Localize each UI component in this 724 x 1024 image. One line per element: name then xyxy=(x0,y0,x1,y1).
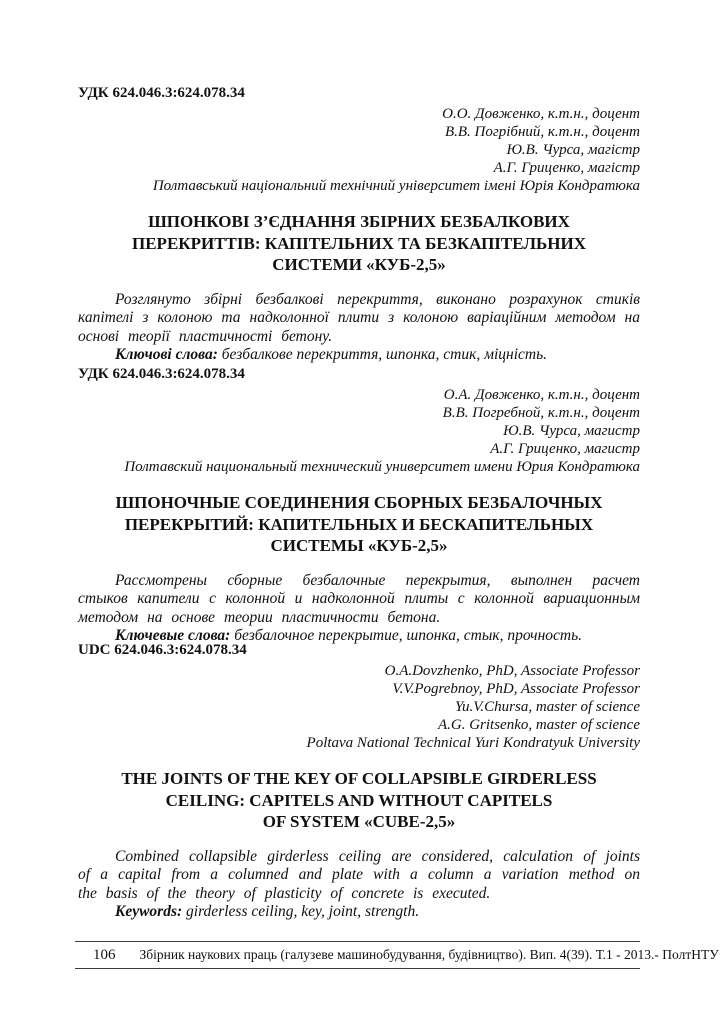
affiliation: Полтавський національний технічний університет імені Юрія Кондратюка xyxy=(152,178,640,194)
paper-title-line: OF SYSTEM «CUBE-2,5» xyxy=(262,812,456,831)
journal-citation: Збірник наукових праць (галузеве машинобудування, будівництво). Вип. 4(39). Т.1 - 2013.- ПолтНТУ xyxy=(139,947,719,962)
paper-title xyxy=(78,768,640,833)
author-line: В.В. Погребной, к.т.н., доцент xyxy=(442,405,640,421)
author-line: В.В. Погрібний, к.т.н., доцент xyxy=(444,124,640,140)
section-english xyxy=(78,641,640,922)
paper-title-line: ПЕРЕКРЫТИЙ: КАПИТЕЛЬНЫХ И БЕСКАПИТЕЛЬНЫХ xyxy=(124,514,594,534)
author-line: O.A.Dovzhenko, PhD, Associate Professor xyxy=(384,663,640,679)
author-block xyxy=(78,662,640,752)
keywords-line xyxy=(78,903,640,922)
paper-title-line: ШПОНКОВІ З’ЄДНАННЯ ЗБІРНИХ БЕЗБАЛКОВИХ xyxy=(148,212,570,231)
udc-code: УДК 624.046.3:624.078.34 xyxy=(78,366,245,382)
affiliation: Poltava National Technical Yuri Kondratyuk University xyxy=(306,735,640,751)
keywords-label: Ключевые слова: xyxy=(115,627,231,644)
paper-title-line: СИСТЕМИ «КУБ-2,5» xyxy=(272,255,446,274)
keywords-line xyxy=(78,346,640,365)
paper-title xyxy=(78,211,640,276)
page-footer xyxy=(75,941,719,969)
udc-code: УДК 624.046.3:624.078.34 xyxy=(78,85,245,101)
author-line: Ю.В. Чурса, магистр xyxy=(503,423,640,439)
keywords-label: Ключові слова: xyxy=(115,346,218,363)
abstract-paragraph: Рассмотрены сборные безбалочные перекрытия, выполнен расчет стыков капители с колонной и надколонной плиты с колонной вариационным методом на основе теории пластичности бетона. xyxy=(78,571,640,626)
affiliation: Полтавский национальный технический университет имени Юрия Кондратюка xyxy=(124,459,640,475)
keywords-text: безбалочное перекрытие, шпонка, стык, прочность. xyxy=(234,627,583,644)
author-line: Yu.V.Chursa, master of science xyxy=(454,699,640,715)
paper-title-line: THE JOINTS OF THE KEY OF COLLAPSIBLE GIRDERLESS xyxy=(121,769,597,788)
udc-code: UDC 624.046.3:624.078.34 xyxy=(78,642,247,658)
keywords-text: безбалкове перекриття, шпонка, стик, міцність. xyxy=(221,346,548,363)
author-block xyxy=(78,386,640,476)
author-block xyxy=(78,105,640,195)
section-ukrainian xyxy=(78,84,640,365)
paper-title-line: СИСТЕМЫ «КУБ-2,5» xyxy=(270,536,448,555)
author-line: A.G. Gritsenko, master of science xyxy=(437,717,640,733)
paper-title-line: CEILING: CAPITELS AND WITHOUT CAPITELS xyxy=(165,790,553,810)
paper-title xyxy=(78,492,640,557)
abstract-paragraph: Розглянуто збірні безбалкові перекриття, виконано розрахунок стиків капітелі з колоною та надколонної плити з колоною варіаційним методом на основі теорії пластичності бетону. xyxy=(78,290,640,345)
paper-title-line: ШПОНОЧНЫЕ СОЕДИНЕНИЯ СБОРНЫХ БЕЗБАЛОЧНЫХ xyxy=(115,493,603,512)
author-line: О.А. Довженко, к.т.н., доцент xyxy=(443,387,640,403)
keywords-text: girderless ceiling, key, joint, strength. xyxy=(186,903,420,920)
page-number: 106 xyxy=(93,946,116,963)
author-line: Ю.В. Чурса, магістр xyxy=(506,142,640,158)
abstract-paragraph: Combined collapsible girderless ceiling are considered, calculation of joints of a capital from a columned and plate with a column a variation method on the basis of the theory of plasticity of concrete is executed. xyxy=(78,847,640,902)
section-russian xyxy=(78,365,640,646)
author-line: А.Г. Гриценко, магістр xyxy=(493,160,640,176)
author-line: V.V.Pogrebnoy, PhD, Associate Professor xyxy=(392,681,640,697)
author-line: О.О. Довженко, к.т.н., доцент xyxy=(442,106,640,122)
author-line: А.Г. Гриценко, магистр xyxy=(490,441,640,457)
paper-title-line: ПЕРЕКРИТТІВ: КАПІТЕЛЬНИХ ТА БЕЗКАПІТЕЛЬНИХ xyxy=(132,233,586,253)
keywords-label: Keywords: xyxy=(115,903,183,920)
